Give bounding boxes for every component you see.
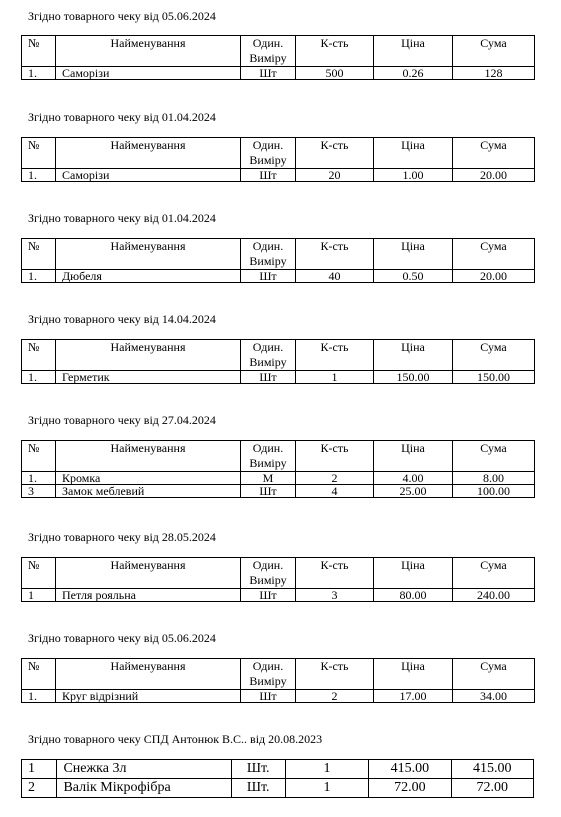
cell-qty: 20	[296, 169, 374, 182]
column-header-sum: Сума	[453, 441, 535, 472]
table-row	[22, 472, 535, 485]
cell-name: Герметик	[56, 371, 241, 384]
cell-sum: 34.00	[453, 690, 535, 703]
cell-name: Кромка	[56, 472, 241, 485]
cell-num: 1.	[22, 169, 56, 182]
cell-qty: 500	[296, 67, 374, 80]
column-header-name: Найменування	[56, 659, 241, 690]
table-row	[22, 169, 535, 182]
header-row	[22, 558, 535, 589]
column-header-qty: К-сть	[296, 138, 374, 169]
cell-unit: Шт.	[231, 760, 285, 779]
cell-unit: М	[241, 472, 296, 485]
cell-num: 1.	[22, 472, 56, 485]
column-header-sum: Сума	[453, 239, 535, 270]
column-header-name: Найменування	[56, 138, 241, 169]
cell-name: Валік Мікрофібра	[57, 779, 231, 798]
receipt-caption: Згідно товарного чеку від 28.05.2024	[28, 530, 216, 544]
receipt-table	[21, 759, 534, 798]
cell-sum: 20.00	[453, 270, 535, 283]
column-header-sum: Сума	[453, 340, 535, 371]
cell-name: Дюбеля	[56, 270, 241, 283]
receipt-caption: Згідно товарного чеку від 01.04.2024	[28, 110, 216, 124]
receipt-table	[21, 137, 535, 182]
header-row	[22, 340, 535, 371]
cell-unit: Шт.	[231, 779, 285, 798]
cell-price: 25.00	[374, 485, 453, 498]
cell-qty: 1	[285, 779, 368, 798]
receipt-table	[21, 339, 535, 384]
cell-num: 1	[22, 589, 56, 602]
column-header-qty: К-сть	[296, 558, 374, 589]
receipt-table	[21, 35, 535, 80]
cell-sum: 415.00	[451, 760, 533, 779]
table-row	[22, 779, 534, 798]
cell-unit: Шт	[241, 485, 296, 498]
cell-unit: Шт	[241, 690, 296, 703]
cell-price: 150.00	[374, 371, 453, 384]
column-header-price: Ціна	[374, 659, 453, 690]
receipt-caption: Згідно товарного чеку СПД Антонюк В.С.. від 20.08.2023	[28, 732, 323, 746]
column-header-price: Ціна	[374, 36, 453, 67]
receipt-caption: Згідно товарного чеку від 14.04.2024	[28, 312, 216, 326]
header-row	[22, 659, 535, 690]
column-header-unit: Один. Виміру	[241, 36, 296, 67]
cell-num: 1	[22, 760, 57, 779]
receipt-caption: Згідно товарного чеку від 05.06.2024	[28, 631, 216, 645]
column-header-qty: К-сть	[296, 239, 374, 270]
column-header-price: Ціна	[374, 441, 453, 472]
column-header-num: №	[22, 239, 56, 270]
cell-sum: 20.00	[453, 169, 535, 182]
cell-price: 4.00	[374, 472, 453, 485]
receipt-caption: Згідно товарного чеку від 05.06.2024	[28, 9, 216, 23]
column-header-num: №	[22, 138, 56, 169]
cell-name: Саморізи	[56, 67, 241, 80]
column-header-unit: Один. Виміру	[241, 659, 296, 690]
column-header-name: Найменування	[56, 558, 241, 589]
column-header-sum: Сума	[453, 659, 535, 690]
receipt-table	[21, 658, 535, 703]
header-row	[22, 36, 535, 67]
cell-qty: 40	[296, 270, 374, 283]
cell-price: 17.00	[374, 690, 453, 703]
column-header-unit: Один. Виміру	[241, 239, 296, 270]
receipt-caption: Згідно товарного чеку від 01.04.2024	[28, 211, 216, 225]
cell-price: 0.50	[374, 270, 453, 283]
column-header-name: Найменування	[56, 340, 241, 371]
column-header-unit: Один. Виміру	[241, 340, 296, 371]
cell-sum: 240.00	[453, 589, 535, 602]
column-header-price: Ціна	[374, 239, 453, 270]
column-header-name: Найменування	[56, 441, 241, 472]
table-row	[22, 690, 535, 703]
column-header-sum: Сума	[453, 138, 535, 169]
column-header-name: Найменування	[56, 239, 241, 270]
cell-name: Петля рояльна	[56, 589, 241, 602]
column-header-name: Найменування	[56, 36, 241, 67]
cell-sum: 8.00	[453, 472, 535, 485]
column-header-num: №	[22, 340, 56, 371]
cell-sum: 128	[453, 67, 535, 80]
cell-num: 3	[22, 485, 56, 498]
column-header-num: №	[22, 36, 56, 67]
cell-qty: 1	[285, 760, 368, 779]
cell-qty: 4	[296, 485, 374, 498]
cell-name: Снежка 3л	[57, 760, 231, 779]
table-row	[22, 485, 535, 498]
receipt-table	[21, 440, 535, 498]
table-row	[22, 67, 535, 80]
cell-price: 415.00	[369, 760, 451, 779]
cell-num: 1.	[22, 371, 56, 384]
cell-qty: 2	[296, 690, 374, 703]
cell-price: 72.00	[369, 779, 451, 798]
column-header-price: Ціна	[374, 340, 453, 371]
cell-sum: 72.00	[451, 779, 533, 798]
column-header-sum: Сума	[453, 558, 535, 589]
column-header-num: №	[22, 441, 56, 472]
column-header-num: №	[22, 659, 56, 690]
cell-name: Замок меблевий	[56, 485, 241, 498]
cell-sum: 150.00	[453, 371, 535, 384]
table-row	[22, 270, 535, 283]
column-header-unit: Один. Виміру	[241, 138, 296, 169]
column-header-sum: Сума	[453, 36, 535, 67]
column-header-qty: К-сть	[296, 659, 374, 690]
header-row	[22, 239, 535, 270]
cell-num: 1.	[22, 690, 56, 703]
cell-price: 0.26	[374, 67, 453, 80]
column-header-price: Ціна	[374, 138, 453, 169]
cell-num: 1.	[22, 270, 56, 283]
cell-unit: Шт	[241, 169, 296, 182]
column-header-unit: Один. Виміру	[241, 441, 296, 472]
cell-num: 2	[22, 779, 57, 798]
cell-num: 1.	[22, 67, 56, 80]
cell-unit: Шт	[241, 67, 296, 80]
cell-qty: 3	[296, 589, 374, 602]
cell-price: 80.00	[374, 589, 453, 602]
cell-unit: Шт	[241, 270, 296, 283]
column-header-qty: К-сть	[296, 340, 374, 371]
cell-sum: 100.00	[453, 485, 535, 498]
column-header-qty: К-сть	[296, 36, 374, 67]
cell-unit: Шт	[241, 371, 296, 384]
cell-name: Круг відрізний	[56, 690, 241, 703]
receipt-table	[21, 238, 535, 283]
cell-name: Саморізи	[56, 169, 241, 182]
column-header-price: Ціна	[374, 558, 453, 589]
receipt-caption: Згідно товарного чеку від 27.04.2024	[28, 413, 216, 427]
cell-qty: 2	[296, 472, 374, 485]
header-row	[22, 441, 535, 472]
table-row	[22, 589, 535, 602]
table-row	[22, 371, 535, 384]
column-header-qty: К-сть	[296, 441, 374, 472]
cell-qty: 1	[296, 371, 374, 384]
header-row	[22, 138, 535, 169]
cell-price: 1.00	[374, 169, 453, 182]
column-header-num: №	[22, 558, 56, 589]
cell-unit: Шт	[241, 589, 296, 602]
column-header-unit: Один. Виміру	[241, 558, 296, 589]
receipt-table	[21, 557, 535, 602]
table-row	[22, 760, 534, 779]
